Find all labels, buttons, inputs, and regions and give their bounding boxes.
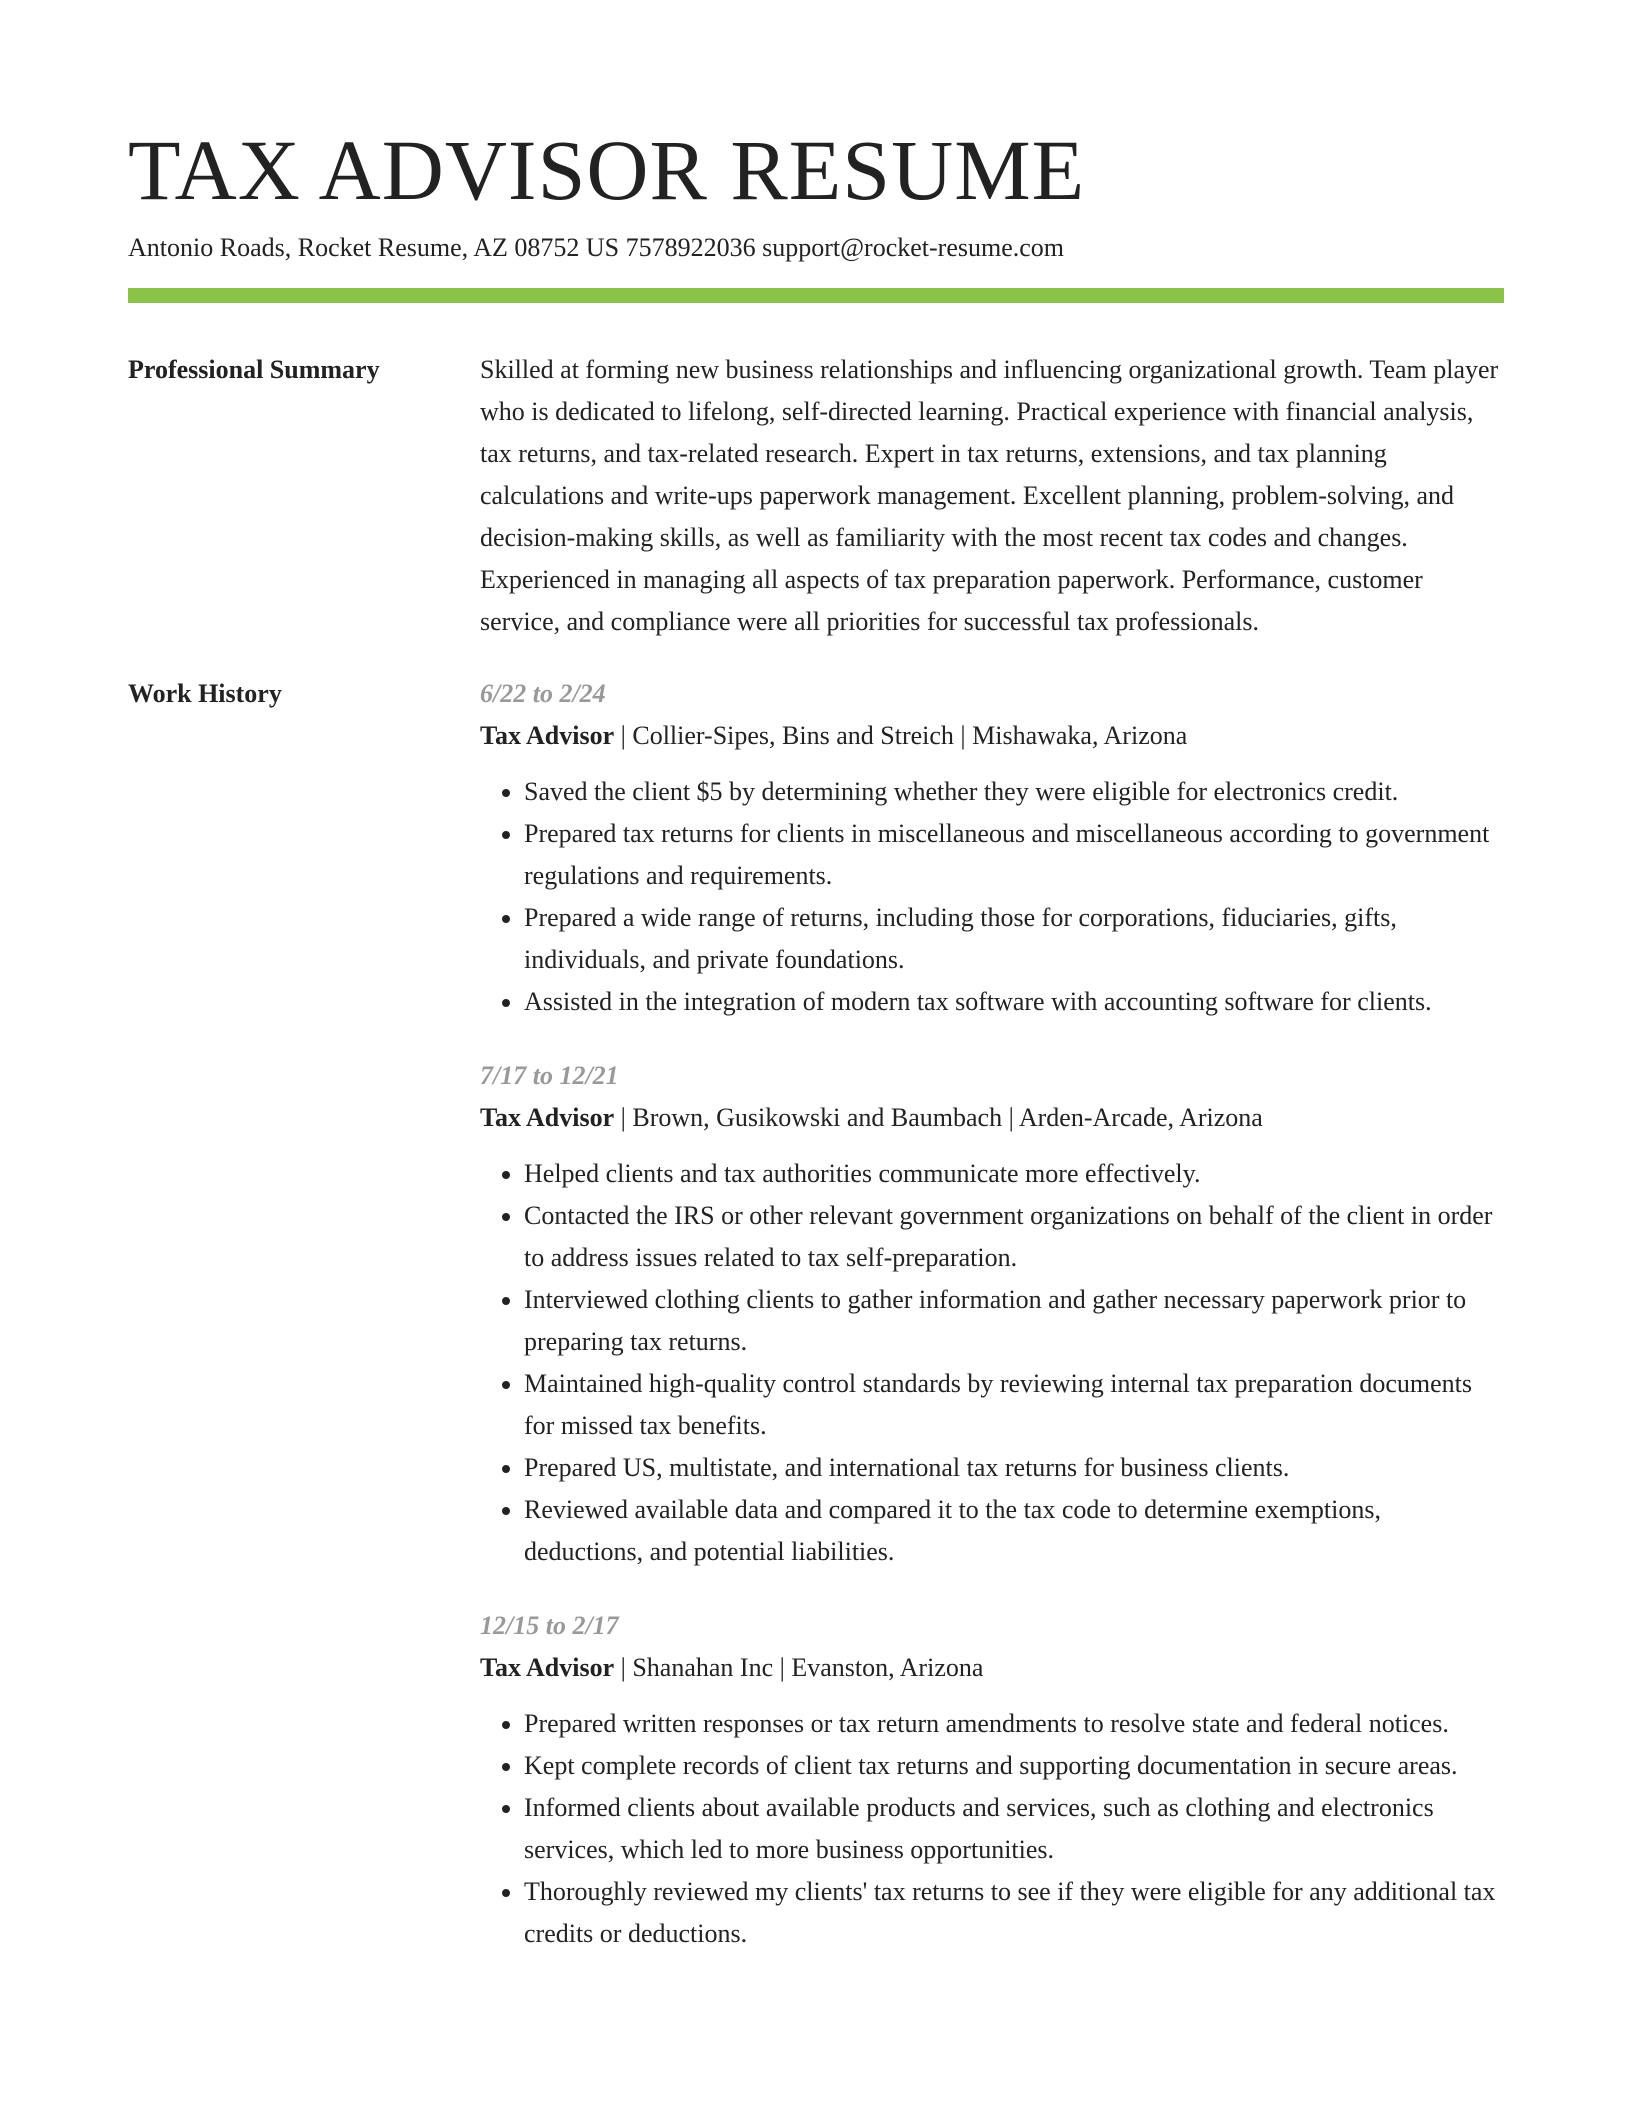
job-entry: [480, 1605, 1504, 1955]
job-entry: [480, 1055, 1504, 1573]
job-title-line: [480, 1647, 1504, 1689]
page-title: TAX ADVISOR RESUME: [128, 122, 1086, 218]
list-item: • Helped clients and tax authorities communicate more effectively.: [524, 1153, 1504, 1195]
job-title-line: [480, 715, 1504, 757]
list-item: • Interviewed clothing clients to gather information and gather necessary paperwork prior to preparing tax returns.: [524, 1279, 1504, 1363]
job-role: Tax Advisor: [480, 1103, 615, 1132]
section-label: Professional Summary: [128, 355, 380, 384]
job-bullets: [480, 771, 1504, 1023]
list-item: • Kept complete records of client tax returns and supporting documentation in secure areas.: [524, 1745, 1504, 1787]
contact-line: Antonio Roads, Rocket Resume, AZ 08752 US 7578922036 support@rocket-resume.com: [128, 233, 1064, 262]
job-details: | Shanahan Inc | Evanston, Arizona: [614, 1653, 984, 1682]
job-role: Tax Advisor: [480, 1653, 615, 1682]
section-label: Work History: [128, 679, 282, 708]
accent-divider: [128, 288, 1504, 303]
resume-page: [128, 120, 1504, 1987]
job-details: | Collier-Sipes, Bins and Streich | Mishawaka, Arizona: [614, 721, 1188, 750]
summary-text: Skilled at forming new business relationships and influencing organizational growth. Team player who is dedicated to lifelong, self-directed learning. Practical experience with financial analysis, tax returns, and tax-related research. Expert in tax returns, extensions, and tax planning calculations and write-ups paperwork management. Excellent planning, problem-solving, and decision-making skills, as well as familiarity with the most recent tax codes and changes. Experienced in managing all aspects of tax preparation paperwork. Performance, customer service, and compliance were all priorities for successful tax professionals.: [480, 355, 1499, 636]
professional-summary-section: [128, 349, 1504, 643]
work-history-section: [128, 673, 1504, 1987]
job-details: | Brown, Gusikowski and Baumbach | Arden-Arcade, Arizona: [614, 1103, 1263, 1132]
jobs-list: [480, 673, 1504, 1987]
job-dates: 6/22 to 2/24: [480, 679, 606, 708]
list-item: • Prepared a wide range of returns, including those for corporations, fiduciaries, gifts, individuals, and private foundations.: [524, 897, 1504, 981]
job-bullets: [480, 1703, 1504, 1955]
job-entry: [480, 673, 1504, 1023]
list-item: • Prepared tax returns for clients in miscellaneous and miscellaneous according to government regulations and requirements.: [524, 813, 1504, 897]
job-dates: 12/15 to 2/17: [480, 1611, 619, 1640]
job-title-line: [480, 1097, 1504, 1139]
list-item: • Maintained high-quality control standards by reviewing internal tax preparation documents for missed tax benefits.: [524, 1363, 1504, 1447]
job-bullets: [480, 1153, 1504, 1573]
list-item: • Thoroughly reviewed my clients' tax returns to see if they were eligible for any additional tax credits or deductions.: [524, 1871, 1504, 1955]
list-item: • Reviewed available data and compared it to the tax code to determine exemptions, deductions, and potential liabilities.: [524, 1489, 1504, 1573]
list-item: • Informed clients about available products and services, such as clothing and electronics services, which led to more business opportunities.: [524, 1787, 1504, 1871]
list-item: • Contacted the IRS or other relevant government organizations on behalf of the client in order to address issues related to tax self-preparation.: [524, 1195, 1504, 1279]
list-item: • Prepared US, multistate, and international tax returns for business clients.: [524, 1447, 1504, 1489]
job-dates: 7/17 to 12/21: [480, 1061, 619, 1090]
list-item: • Saved the client $5 by determining whether they were eligible for electronics credit.: [524, 771, 1504, 813]
list-item: • Prepared written responses or tax return amendments to resolve state and federal notices.: [524, 1703, 1504, 1745]
list-item: • Assisted in the integration of modern tax software with accounting software for clients.: [524, 981, 1504, 1023]
job-role: Tax Advisor: [480, 721, 615, 750]
